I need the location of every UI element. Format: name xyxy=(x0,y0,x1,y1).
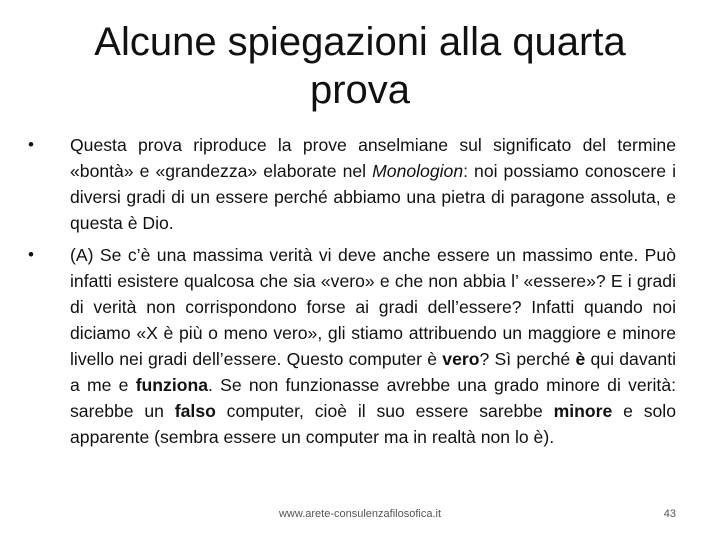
text-run: computer, cioè il suo essere sarebbe xyxy=(215,401,554,421)
bullet-list xyxy=(28,132,676,456)
footer-url: www.arete-consulenzafilosofica.it xyxy=(278,508,442,520)
bullet-marker: • xyxy=(28,135,34,154)
text-run: qui davanti a me e xyxy=(70,349,676,395)
text-run-bold: minore xyxy=(553,401,613,421)
bullet-text xyxy=(70,132,676,236)
bullet-item-2 xyxy=(28,242,676,450)
text-run: (A) Se c’è una massima verità vi deve anche essere un massimo ente. Può infatti esistere qualcosa che sia «vero» e che non abbia l’ «essere»? E i gradi di verità non corrispondono forse ai gradi dell’essere? Infatti quando noi diciamo «X è più o meno vero», gli stiamo attribuendo un maggiore e minore livello nei gradi dell’essere. Questo computer è xyxy=(70,245,676,369)
text-run-bold: funziona xyxy=(135,375,209,395)
text-run-bold: è xyxy=(575,349,586,369)
bullet-text xyxy=(70,242,676,450)
text-run: Questa prova riproduce la prove anselmiane sul significato del termine «bontà» e «grandezza» elaborate nel xyxy=(70,135,676,181)
text-run-bold: vero xyxy=(442,349,480,369)
page-number: 43 xyxy=(663,508,676,520)
bullet-marker: • xyxy=(28,245,34,264)
text-run: ? Sì perché xyxy=(479,349,576,369)
text-run: : noi possiamo conoscere i diversi gradi di un essere perché abbiamo una pietra di paragone assoluta, e questa è Dio. xyxy=(70,161,676,233)
text-run-italic: Monologion xyxy=(372,161,464,181)
slide-title: Alcune spiegazioni alla quarta prova xyxy=(94,20,626,112)
text-run: . Se non funzionasse avrebbe una grado minore di verità: sarebbe un xyxy=(70,375,676,421)
text-run-bold: falso xyxy=(174,401,216,421)
text-run: e solo apparente (sembra essere un computer ma in realtà non lo è). xyxy=(70,401,676,447)
bullet-item-1 xyxy=(28,132,676,236)
